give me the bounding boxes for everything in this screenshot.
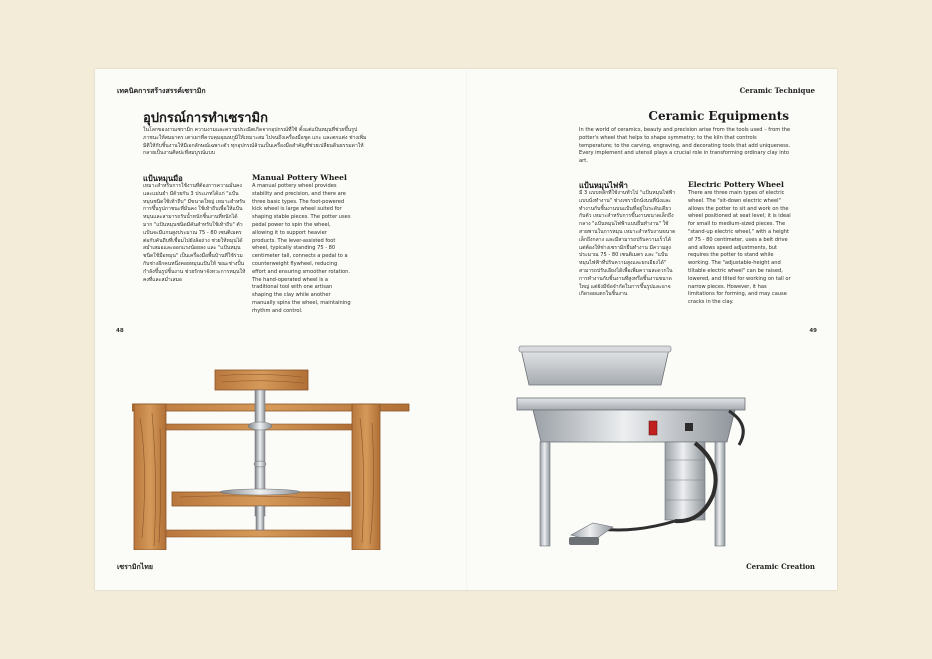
page-gutter xyxy=(466,69,467,590)
right-footer: Ceramic Creation xyxy=(746,562,815,571)
left-running-header: เทคนิคการสร้างสรรค์เซรามิก xyxy=(117,86,206,95)
right-thai-heading: แป้นหมุนไฟฟ้า xyxy=(579,181,628,190)
right-thai-body: มี 3 แบบหลักที่ใช้งานทั่วไป "แป้นหมุนไฟฟ้าแบบนั่งทำงาน" ช่างเซรามิกนั่งบนที่นั่งและทำงานกับชิ้นงานบนแป้นที่อยู่ในระดับเดียวกับตัว เหมาะสำหรับการขึ้นงานขนาดเล็กถึงกลาง "แป้นหมุนไฟฟ้าแบบยืนทำงาน" ใช้สายพานในการหมุน เหมาะสำหรับงานขนาดเล็กถึงกลาง และมีสามารถปรับความเร็วได้ แต่ต้องให้ช่างเซรามิกยืนทำงาน มีความสูงประมาณ 75 - 80 เซนติเมตร และ "แป้นหมุนไฟฟ้าที่ปรับความสูงและยกเอียงได้" สามารถปรับเอียงได้เพื่อเพิ่มความสะดวกในการทำงานกับชิ้นงานที่สูงหรือชิ้นงานขนาดใหญ่ แต่ยังมีข้อจำกัดในการขึ้นรูปและอาจเกิดรอยแตกในชิ้นงาน xyxy=(579,190,676,298)
left-intro-text: ในโลกของงานเซรามิก ความงามและความประณีตเกิดจากอุปกรณ์ที่ใช้ ตั้งแต่แป้นหมุนที่ช่วยขึ้นรูปภาชนะให้สมมาตร เตาเผาที่ควบคุมอุณหภูมิให้เหมาะสม ไปจนถึงเครื่องมือขูด แกะ และตกแต่ง ช่างเพิ่มมิติให้กับชิ้นงานให้มีเอกลักษณ์เฉพาะตัว ทุกอุปกรณ์ล้วนเป็นเครื่องมือสำคัญที่ช่วยเปลี่ยนดินธรรมดาให้กลายเป็นงานศิลปะที่สมบูรณ์แบบ xyxy=(143,127,367,157)
manual-pottery-wheel-icon xyxy=(132,368,412,550)
right-intro-text: In the world of ceramics, beauty and precision arise from the tools used – from the potter's wheel that helps to shape symmetry; to the kiln that controls temperature; to the carving, engraving, and decorating tools that add uniqueness. Every implement and utensil plays a crucial role in transforming ordinary clay into art. xyxy=(579,127,791,165)
book-spread xyxy=(95,69,837,590)
electric-pottery-wheel-icon xyxy=(515,345,755,551)
left-en-heading: Manual Pottery Wheel xyxy=(252,173,347,182)
left-footer: เซรามิกไทย xyxy=(117,562,153,571)
left-en-body: A manual pottery wheel provides stability and precision, and there are three basic types. The foot-powered kick wheel is large wheel suited for shaping stable pieces. The potter uses pedal power to spin the wheel, allowing it to support heavier products. The lever-assisted foot wheel, typically standing 75 - 80 centimeter tall, connects a pedal to a counterweight flywheel, reducing effort and ensuring smoother rotation. The hand-operated wheel is a traditional tool with one artisan shaping the clay while another manually spins the wheel, maintaining rhythm and control. xyxy=(252,183,351,314)
right-page-title: Ceramic Equipments xyxy=(648,109,789,123)
right-en-heading: Electric Pottery Wheel xyxy=(688,180,784,189)
left-page-number: 48 xyxy=(116,328,124,334)
right-running-header: Ceramic Technique xyxy=(739,86,815,95)
right-page-number: 49 xyxy=(809,328,817,334)
left-thai-heading: แป้นหมุนมือ xyxy=(143,174,183,183)
left-page-title: อุปกรณ์การทำเซรามิก xyxy=(143,111,268,126)
left-thai-body: เหมาะสำหรับการใช้งานที่ต้องการความมั่นคงและแม่นยำ มีด้วยกัน 3 ประเภทได้แก่ "แป้นหมุนชนิดใช้เท้าถีบ" มีขนาดใหญ่ เหมาะสำหรับการขึ้นรูปภาชนะที่มั่นคง ใช้เท้าถีบเพื่อให้แป้นหมุนและสามารถรับน้ำหนักชิ้นงานที่หนักได้มาก "แป้นหมุนชนิดมีคันสำหรับใช้เท้าถีบ" ตัวแป้นจะมีแกนสูงประมาณ 75 - 80 เซนติเมตร ต่อกับคันถีบที่เชื่อมไปยังล้อถ่วง ช่วยให้หมุนได้สม่ำเสมอและออกแรงน้อยลง และ "แป้นหมุนชนิดใช้มือหมุน" เป็นเครื่องมือพื้นบ้านที่ใช้ร่วมกับช่างอีกคนหนึ่งคอยหมุนแป้นให้ ขณะช่างปั้นกำลังขึ้นรูปชิ้นงาน ช่วยรักษาจังหวะการหมุนให้คงที่และสม่ำเสมอ xyxy=(143,183,246,283)
right-en-body: There are three main types of electric wheel. The "sit-down electric wheel" allows the potter to sit and work on the wheel positioned at seat level; it is ideal for small to medium-sized pieces. The "stand-up electric wheel," with a height of 75 - 80 centimeter, uses a belt drive and allows speed adjustments, but requires the potter to stand while working. The "adjustable-height and tiltable electric wheel" can be raised, lowered, and tilted for working on tall or narrow pieces. However, it has limitations for forming, and may cause cracks in the clay. xyxy=(688,190,791,306)
